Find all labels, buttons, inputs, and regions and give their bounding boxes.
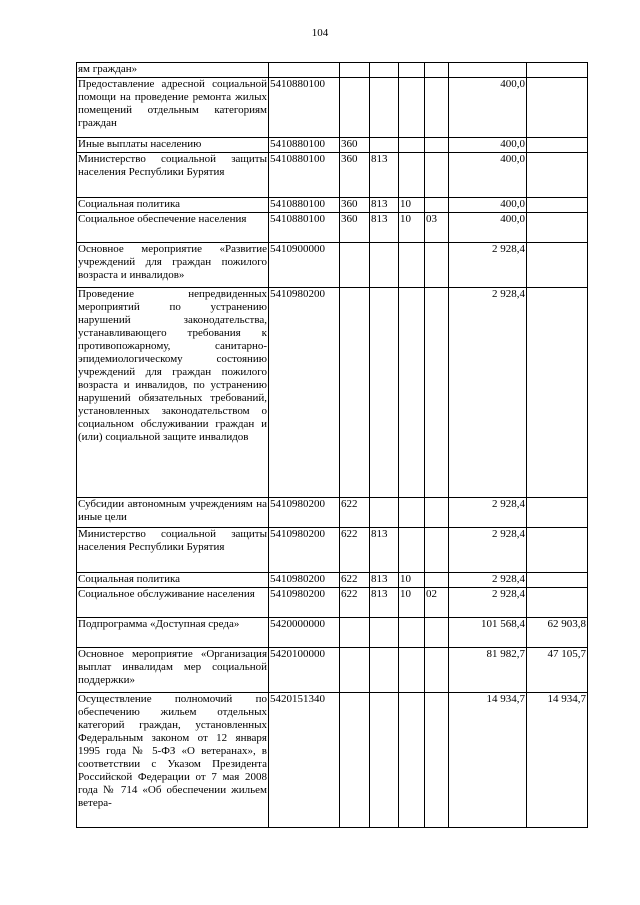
- row-sum-2: [527, 63, 588, 78]
- row-subsection: [425, 153, 449, 198]
- row-sum-2: [527, 138, 588, 153]
- table-row: [77, 63, 588, 78]
- row-expense-type: 360: [340, 153, 370, 198]
- row-ministry-code: 813: [370, 588, 399, 618]
- row-section: 10: [399, 213, 425, 243]
- row-subsection: [425, 618, 449, 648]
- row-sum-2: [527, 78, 588, 138]
- row-ministry-code: [370, 78, 399, 138]
- row-ministry-code: 813: [370, 198, 399, 213]
- table-row: [77, 213, 588, 243]
- row-subsection: [425, 243, 449, 288]
- row-sum-2: [527, 528, 588, 573]
- row-sum-2: 14 934,7: [527, 693, 588, 828]
- row-expense-type: 622: [340, 528, 370, 573]
- row-subsection: [425, 288, 449, 498]
- row-name: Иные выплаты населению: [77, 138, 269, 153]
- row-code: 5410880100: [269, 138, 340, 153]
- row-code: 5420100000: [269, 648, 340, 693]
- row-sum-2: [527, 213, 588, 243]
- row-code: [269, 63, 340, 78]
- row-sum-1: 2 928,4: [449, 498, 527, 528]
- row-expense-type: [340, 693, 370, 828]
- row-sum-1: 2 928,4: [449, 573, 527, 588]
- budget-table: [76, 62, 588, 828]
- row-sum-2: [527, 198, 588, 213]
- row-ministry-code: [370, 243, 399, 288]
- row-expense-type: [340, 78, 370, 138]
- row-code: 5410980200: [269, 528, 340, 573]
- row-sum-2: [527, 243, 588, 288]
- row-name: Подпрограмма «Доступная среда»: [77, 618, 269, 648]
- row-name: Социальное обеспечение населения: [77, 213, 269, 243]
- row-name: Министерство социальной защиты населения Республики Бурятия: [77, 153, 269, 198]
- row-sum-2: [527, 573, 588, 588]
- row-sum-1: 2 928,4: [449, 243, 527, 288]
- table-row: [77, 573, 588, 588]
- table-row: [77, 588, 588, 618]
- row-section: 10: [399, 588, 425, 618]
- row-section: [399, 243, 425, 288]
- table-row: [77, 243, 588, 288]
- row-section: [399, 693, 425, 828]
- row-sum-1: 400,0: [449, 78, 527, 138]
- row-expense-type: 360: [340, 198, 370, 213]
- row-name: Социальное обслуживание населения: [77, 588, 269, 618]
- row-subsection: [425, 573, 449, 588]
- row-subsection: 03: [425, 213, 449, 243]
- table-row: [77, 153, 588, 198]
- row-subsection: [425, 498, 449, 528]
- row-name: Социальная политика: [77, 573, 269, 588]
- row-expense-type: [340, 243, 370, 288]
- row-section: [399, 618, 425, 648]
- row-ministry-code: [370, 693, 399, 828]
- page-number: 104: [311, 27, 329, 39]
- row-section: [399, 528, 425, 573]
- row-sum-2: [527, 498, 588, 528]
- row-sum-1: 2 928,4: [449, 288, 527, 498]
- row-sum-1: 400,0: [449, 198, 527, 213]
- row-code: 5410980200: [269, 498, 340, 528]
- row-section: [399, 78, 425, 138]
- row-section: [399, 498, 425, 528]
- row-subsection: [425, 138, 449, 153]
- row-section: [399, 153, 425, 198]
- row-code: 5420000000: [269, 618, 340, 648]
- table-row: [77, 498, 588, 528]
- table-row: [77, 618, 588, 648]
- table-row: [77, 693, 588, 828]
- row-name: Проведение непредвиденных мероприятий по устранению нарушений законодательства, устанавливающего требования к противопожарному, санитарно-эпидемиологическому состоянию учреждений для граждан пожилого возраста и инвалидов, по устранению нарушений обязательных требований, установленных законодательством о социальном обслуживании граждан и (или) социальной защите инвалидов: [77, 288, 269, 498]
- row-section: 10: [399, 198, 425, 213]
- row-section: 10: [399, 573, 425, 588]
- row-subsection: [425, 528, 449, 573]
- row-subsection: 02: [425, 588, 449, 618]
- row-ministry-code: [370, 63, 399, 78]
- row-ministry-code: 813: [370, 153, 399, 198]
- row-ministry-code: [370, 648, 399, 693]
- row-name: Осуществление полномочий по обеспечению жильем отдельных категорий граждан, установленных Федеральным законом от 12 января 1995 года № 5-ФЗ «О ветеранах», в соответствии с Указом Президента Российской Федерации от 7 мая 2008 года № 714 «Об обеспечении жильем ветера-: [77, 693, 269, 828]
- row-section: [399, 138, 425, 153]
- table-row: [77, 138, 588, 153]
- row-code: 5410980200: [269, 288, 340, 498]
- row-expense-type: [340, 63, 370, 78]
- row-section: [399, 648, 425, 693]
- row-section: [399, 63, 425, 78]
- row-name: Основное мероприятие «Развитие учреждений для граждан пожилого возраста и инвалидов»: [77, 243, 269, 288]
- table-row: [77, 198, 588, 213]
- row-ministry-code: 813: [370, 528, 399, 573]
- row-expense-type: [340, 648, 370, 693]
- row-ministry-code: [370, 288, 399, 498]
- table-row: [77, 528, 588, 573]
- row-subsection: [425, 63, 449, 78]
- row-sum-2: 47 105,7: [527, 648, 588, 693]
- row-ministry-code: 813: [370, 573, 399, 588]
- row-expense-type: 360: [340, 138, 370, 153]
- row-ministry-code: [370, 618, 399, 648]
- row-name: Социальная политика: [77, 198, 269, 213]
- row-expense-type: 622: [340, 588, 370, 618]
- row-expense-type: 622: [340, 573, 370, 588]
- row-name: ям граждан»: [77, 63, 269, 78]
- row-sum-1: 400,0: [449, 153, 527, 198]
- row-ministry-code: [370, 498, 399, 528]
- table-row: [77, 288, 588, 498]
- row-sum-1: 2 928,4: [449, 588, 527, 618]
- row-code: 5410880100: [269, 78, 340, 138]
- row-subsection: [425, 648, 449, 693]
- row-expense-type: [340, 288, 370, 498]
- row-code: 5410980200: [269, 573, 340, 588]
- row-name: Предоставление адресной социальной помощи на проведение ремонта жилых помещений отдельным категориям граждан: [77, 78, 269, 138]
- row-sum-1: [449, 63, 527, 78]
- row-subsection: [425, 78, 449, 138]
- table-row: [77, 78, 588, 138]
- row-section: [399, 288, 425, 498]
- row-code: 5410880100: [269, 198, 340, 213]
- row-name: Министерство социальной защиты населения Республики Бурятия: [77, 528, 269, 573]
- row-sum-1: 101 568,4: [449, 618, 527, 648]
- row-sum-1: 400,0: [449, 213, 527, 243]
- row-name: Основное мероприятие «Организация выплат инвалидам мер социальной поддержки»: [77, 648, 269, 693]
- row-ministry-code: 813: [370, 213, 399, 243]
- row-expense-type: 622: [340, 498, 370, 528]
- row-sum-2: [527, 588, 588, 618]
- row-code: 5410880100: [269, 213, 340, 243]
- row-sum-1: 2 928,4: [449, 528, 527, 573]
- row-code: 5420151340: [269, 693, 340, 828]
- row-sum-1: 14 934,7: [449, 693, 527, 828]
- row-code: 5410900000: [269, 243, 340, 288]
- row-expense-type: [340, 618, 370, 648]
- row-sum-1: 81 982,7: [449, 648, 527, 693]
- row-subsection: [425, 198, 449, 213]
- row-subsection: [425, 693, 449, 828]
- row-name: Субсидии автономным учреждениям на иные цели: [77, 498, 269, 528]
- row-ministry-code: [370, 138, 399, 153]
- row-sum-2: [527, 288, 588, 498]
- table-row: [77, 648, 588, 693]
- row-code: 5410880100: [269, 153, 340, 198]
- row-sum-2: 62 903,8: [527, 618, 588, 648]
- row-sum-1: 400,0: [449, 138, 527, 153]
- row-expense-type: 360: [340, 213, 370, 243]
- row-code: 5410980200: [269, 588, 340, 618]
- row-sum-2: [527, 153, 588, 198]
